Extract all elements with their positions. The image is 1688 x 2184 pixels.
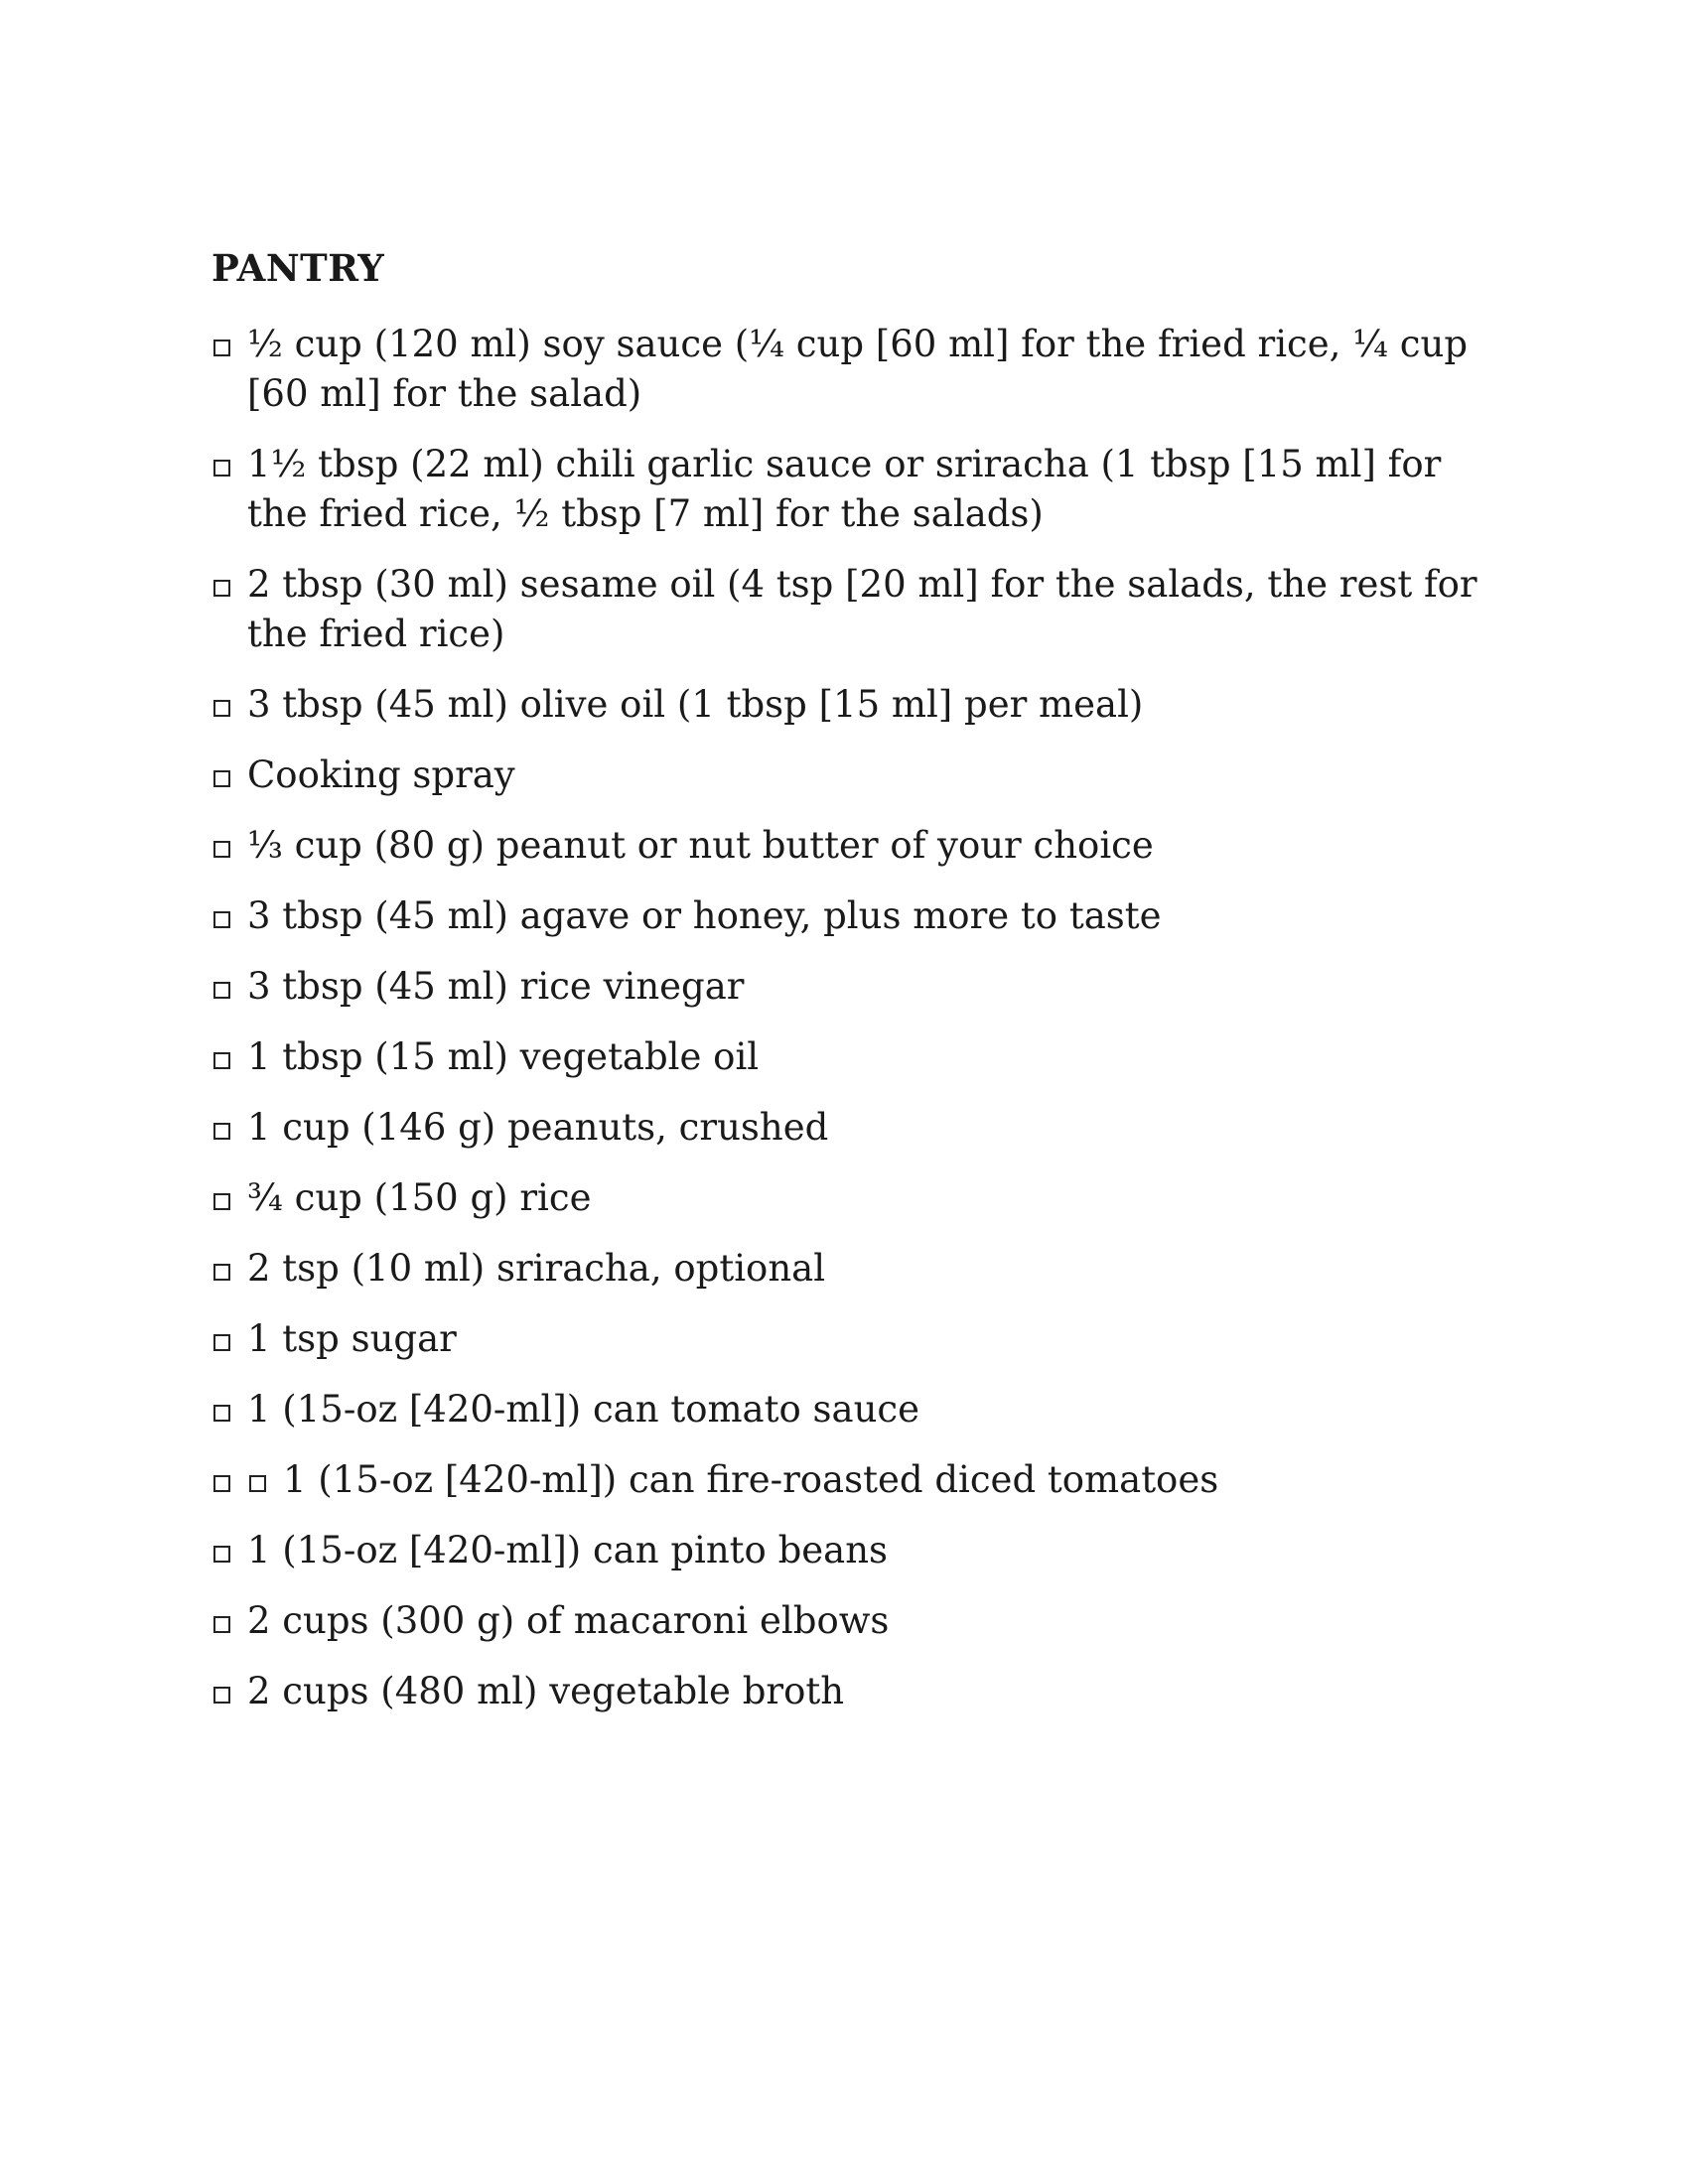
checkbox-icon[interactable] <box>213 1405 230 1422</box>
list-item-text: 1 cup (146 g) peanuts, crushed <box>247 1106 829 1149</box>
list-item <box>211 1526 1502 1575</box>
list-item <box>211 751 1502 800</box>
list-item-text: ⅓ cup (80 g) peanut or nut butter of your choice <box>247 824 1154 867</box>
checkbox-icon[interactable] <box>213 1334 230 1351</box>
list-item-text: 3 tbsp (45 ml) rice vinegar <box>247 965 745 1008</box>
list-item-text: 2 cups (300 g) of macaroni elbows <box>247 1599 890 1642</box>
list-item <box>211 1244 1502 1294</box>
checkbox-icon[interactable] <box>213 841 230 858</box>
checkbox-icon[interactable] <box>213 580 230 597</box>
list-item <box>211 1103 1502 1153</box>
checkbox-icon[interactable] <box>213 982 230 999</box>
list-item <box>211 1032 1502 1082</box>
checkbox-icon[interactable] <box>213 1052 230 1069</box>
list-item <box>211 560 1502 659</box>
checkbox-icon[interactable] <box>213 1193 230 1210</box>
section-heading: PANTRY <box>211 246 385 290</box>
list-item <box>211 320 1502 419</box>
checkbox-icon[interactable] <box>213 1546 230 1563</box>
list-item <box>211 1667 1502 1716</box>
list-item <box>211 440 1502 539</box>
list-item-text: 3 tbsp (45 ml) agave or honey, plus more to taste <box>247 894 1162 937</box>
checkbox-icon[interactable] <box>213 1687 230 1704</box>
checkbox-icon[interactable] <box>213 1475 230 1492</box>
list-item <box>211 680 1502 730</box>
checkbox-icon[interactable] <box>213 770 230 787</box>
checkbox-icon[interactable] <box>213 1264 230 1281</box>
list-item-text: 2 tbsp (30 ml) sesame oil (4 tsp [20 ml] for the salads, the rest for the fried rice) <box>247 563 1477 655</box>
list-item-text: ½ cup (120 ml) soy sauce (¼ cup [60 ml] for the fried rice, ¼ cup [60 ml] for the salad) <box>247 323 1469 415</box>
list-item <box>211 1385 1502 1434</box>
checkbox-icon[interactable] <box>213 700 230 717</box>
checkbox-icon[interactable] <box>213 911 230 928</box>
list-item-text: 1 tbsp (15 ml) vegetable oil <box>247 1035 760 1078</box>
list-item-text: 1 (15-oz [420-ml]) can pinto beans <box>247 1529 889 1571</box>
list-item <box>211 1173 1502 1223</box>
list-item <box>211 821 1502 871</box>
list-item <box>211 1314 1502 1364</box>
list-item <box>211 1455 1502 1505</box>
list-item <box>211 1596 1502 1646</box>
list-item-text: ¾ cup (150 g) rice <box>247 1176 592 1219</box>
list-item-text: 2 tsp (10 ml) sriracha, optional <box>247 1247 826 1290</box>
pantry-list <box>211 320 1502 1737</box>
list-item <box>211 962 1502 1012</box>
list-item-text: 3 tbsp (45 ml) olive oil (1 tbsp [15 ml] per meal) <box>247 683 1144 726</box>
list-item-text: 1½ tbsp (22 ml) chili garlic sauce or sriracha (1 tbsp [15 ml] for the fried rice, ½ tbsp [7 ml] for the salads) <box>247 443 1442 535</box>
list-item-text: Cooking spray <box>247 753 515 796</box>
checkbox-icon[interactable] <box>213 1123 230 1140</box>
checkbox-icon[interactable] <box>213 460 230 477</box>
list-item-text: 1 (15-oz [420-ml]) can tomato sauce <box>247 1388 920 1431</box>
list-item-text: 2 cups (480 ml) vegetable broth <box>247 1670 845 1712</box>
list-item-text: 1 tsp sugar <box>247 1317 457 1360</box>
list-item-text: 1 (15-oz [420-ml]) can fire-roasted diced tomatoes <box>283 1458 1219 1501</box>
checkbox-icon[interactable] <box>213 340 230 356</box>
list-item <box>211 891 1502 941</box>
checkbox-icon[interactable] <box>249 1475 266 1492</box>
checkbox-icon[interactable] <box>213 1616 230 1633</box>
